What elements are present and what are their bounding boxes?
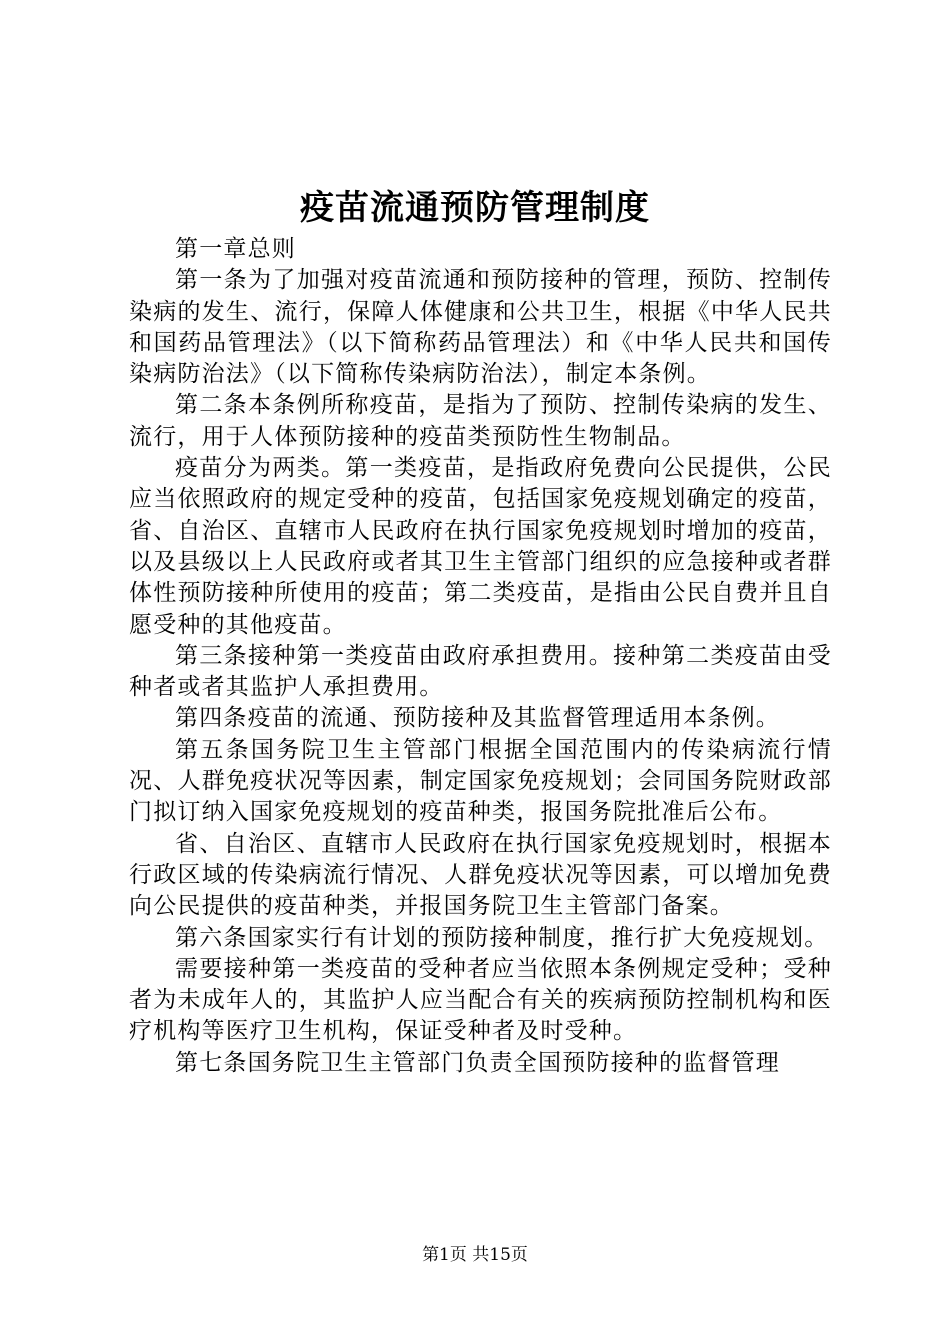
paragraph: 省、自治区、直辖市人民政府在执行国家免疫规划时，根据本行政区域的传染病流行情况、人群免疫状况等因素，可以增加免费向公民提供的疫苗种类，并报国务院卫生主管部门备案。 xyxy=(129,830,832,920)
paragraph: 第四条疫苗的流通、预防接种及其监督管理适用本条例。 xyxy=(175,705,780,732)
paragraph: 第七条国务院卫生主管部门负责全国预防接种的监督管理 xyxy=(175,1049,780,1076)
document-title: 疫苗流通预防管理制度 xyxy=(300,188,650,228)
paragraph: 第六条国家实行有计划的预防接种制度，推行扩大免疫规划。 xyxy=(175,924,829,951)
paragraph: 第二条本条例所称疫苗，是指为了预防、控制传染病的发生、流行，用于人体预防接种的疫苗类预防性生物制品。 xyxy=(129,392,832,450)
paragraph: 第五条国务院卫生主管部门根据全国范围内的传染病流行情况、人群免疫状况等因素，制定国家免疫规划；会同国务院财政部门拟订纳入国家免疫规划的疫苗种类，报国务院批准后公布。 xyxy=(129,736,832,826)
paragraph: 第一条为了加强对疫苗流通和预防接种的管理，预防、控制传染病的发生、流行，保障人体健康和公共卫生，根据《中华人民共和国药品管理法》（以下简称药品管理法）和《中华人民共和国传染病防治法》（以下简称传染病防治法），制定本条例。 xyxy=(129,267,832,388)
chapter-heading: 第一章总则 xyxy=(175,236,296,262)
document-body xyxy=(129,234,832,1079)
page-footer: 第1页 共15页 xyxy=(422,1245,528,1265)
paragraph: 第三条接种第一类疫苗由政府承担费用。接种第二类疫苗由受种者或者其监护人承担费用。 xyxy=(129,642,832,701)
paragraph: 疫苗分为两类。第一类疫苗，是指政府免费向公民提供，公民应当依照政府的规定受种的疫苗，包括国家免疫规划确定的疫苗，省、自治区、直辖市人民政府在执行国家免疫规划时增加的疫苗，以及县级以上人民政府或者其卫生主管部门组织的应急接种或者群体性预防接种所使用的疫苗；第二类疫苗，是指由公民自费并且自愿受种的其他疫苗。 xyxy=(129,455,832,638)
paragraph: 需要接种第一类疫苗的受种者应当依照本条例规定受种；受种者为未成年人的，其监护人应当配合有关的疾病预防控制机构和医疗机构等医疗卫生机构，保证受种者及时受种。 xyxy=(129,955,832,1045)
